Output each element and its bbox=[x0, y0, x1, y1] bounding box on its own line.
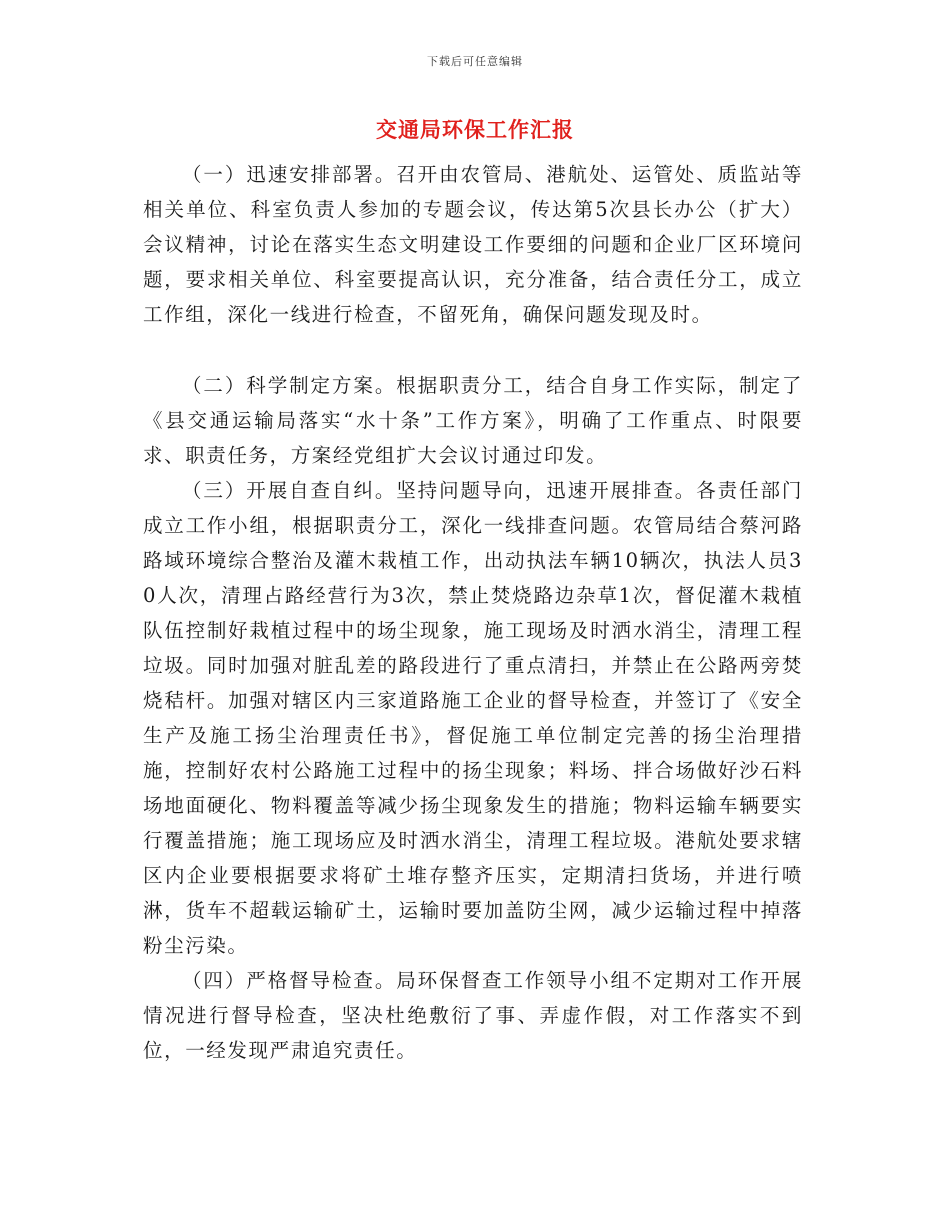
paragraph-1: （一）迅速安排部署。召开由农管局、港航处、运管处、质监站等相关单位、科室负责人参加的专题会议，传达第5次县长办公（扩大）会议精神，讨论在落实生态文明建设工作要细的问题和企业厂区环境问题，要求相关单位、科室要提高认识，充分准备，结合责任分工，成立工作组，深化一线进行检查，不留死角，确保问题发现及时。 bbox=[143, 163, 803, 326]
paragraph-4: （四）严格督导检查。局环保督查工作领导小组不定期对工作开展情况进行督导检查，坚决杜绝敷衍了事、弄虚作假，对工作落实不到位，一经发现严肃追究责任。 bbox=[143, 969, 803, 1062]
document-title: 交通局环保工作汇报 bbox=[376, 117, 574, 142]
download-note: 下载后可任意编辑 bbox=[427, 55, 523, 68]
document-body bbox=[143, 157, 803, 1068]
paragraph-3: （三）开展自查自纠。坚持问题导向，迅速开展排查。各责任部门成立工作小组，根据职责分工，深化一线排查问题。农管局结合蔡河路路域环境综合整治及灌木栽植工作，出动执法车辆10辆次，执法人员30人次，清理占路经营行为3次，禁止焚烧路边杂草1次，督促灌木栽植队伍控制好栽植过程中的场尘现象，施工现场及时洒水消尘，清理工程垃圾。同时加强对脏乱差的路段进行了重点清扫，并禁止在公路两旁焚烧秸杆。加强对辖区内三家道路施工企业的督导检查，并签订了《安全生产及施工扬尘治理责任书》，督促施工单位制定完善的扬尘治理措施，控制好农村公路施工过程中的扬尘现象；料场、拌合场做好沙石料场地面硬化、物料覆盖等减少扬尘现象发生的措施；物料运输车辆要实行覆盖措施；施工现场应及时洒水消尘，清理工程垃圾。港航处要求辖区内企业要根据要求将矿土堆存整齐压实，定期清扫货场，并进行喷淋，货车不超载运输矿土，运输时要加盖防尘网，减少运输过程中掉落粉尘污染。 bbox=[143, 479, 803, 957]
paragraph-2: （二）科学制定方案。根据职责分工，结合自身工作实际，制定了《县交通运输局落实“水十条”工作方案》，明确了工作重点、时限要求、职责任务，方案经党组扩大会议讨通过印发。 bbox=[143, 374, 803, 467]
